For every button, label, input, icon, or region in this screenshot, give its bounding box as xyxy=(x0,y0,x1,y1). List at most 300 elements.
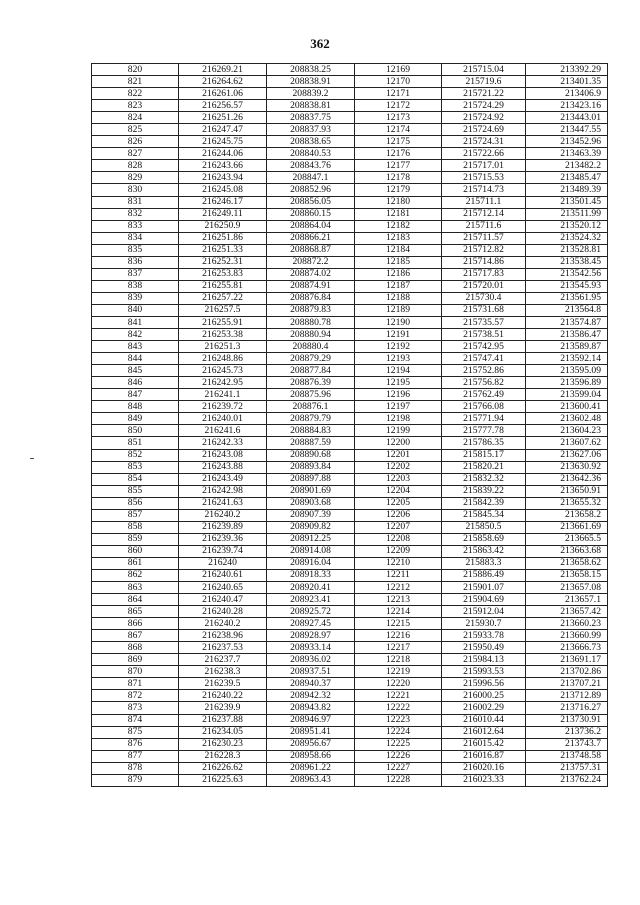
table-cell-y-coordinate: 208901.69 xyxy=(267,485,355,497)
table-cell-y-coordinate: 208897.88 xyxy=(267,473,355,485)
margin-mark xyxy=(30,458,34,459)
table-cell-y-coordinate: 213660.23 xyxy=(526,618,608,630)
table-cell-y-coordinate: 208918.33 xyxy=(267,569,355,581)
table-cell-x-coordinate: 216240.61 xyxy=(179,569,267,581)
table-cell-x-coordinate: 216239.74 xyxy=(179,545,267,557)
table-cell-y-coordinate: 208838.65 xyxy=(267,136,355,148)
table-cell-point-number: 846 xyxy=(92,377,179,389)
table-cell-point-number: 861 xyxy=(92,557,179,569)
table-cell-y-coordinate: 213423.16 xyxy=(526,100,608,112)
table-cell-y-coordinate: 208875.96 xyxy=(267,389,355,401)
table-cell-y-coordinate: 213658.62 xyxy=(526,557,608,569)
table-cell-point-number: 839 xyxy=(92,292,179,304)
table-cell-x-coordinate: 216015.42 xyxy=(442,738,526,750)
table-row xyxy=(92,726,608,738)
table-cell-x-coordinate: 216242.98 xyxy=(179,485,267,497)
table-cell-x-coordinate: 215762.49 xyxy=(442,389,526,401)
table-cell-x-coordinate: 215721.22 xyxy=(442,88,526,100)
table-row xyxy=(92,750,608,762)
table-cell-x-coordinate: 216234.05 xyxy=(179,726,267,738)
table-row xyxy=(92,365,608,377)
table-cell-point-number: 859 xyxy=(92,533,179,545)
table-cell-y-coordinate: 208838.81 xyxy=(267,100,355,112)
table-cell-point-number: 12175 xyxy=(355,136,442,148)
table-cell-y-coordinate: 213463.39 xyxy=(526,148,608,160)
table-row xyxy=(92,341,608,353)
table-row xyxy=(92,569,608,581)
table-cell-x-coordinate: 216256.57 xyxy=(179,100,267,112)
table-cell-y-coordinate: 213595.09 xyxy=(526,365,608,377)
table-row xyxy=(92,220,608,232)
table-cell-y-coordinate: 213630.92 xyxy=(526,461,608,473)
table-cell-point-number: 845 xyxy=(92,365,179,377)
table-row xyxy=(92,509,608,521)
table-cell-x-coordinate: 215735.57 xyxy=(442,316,526,328)
table-row xyxy=(92,353,608,365)
table-cell-point-number: 848 xyxy=(92,401,179,413)
table-cell-point-number: 838 xyxy=(92,280,179,292)
table-cell-y-coordinate: 213716.27 xyxy=(526,702,608,714)
table-row xyxy=(92,473,608,485)
table-cell-point-number: 862 xyxy=(92,569,179,581)
table-cell-point-number: 12228 xyxy=(355,774,442,786)
table-row xyxy=(92,196,608,208)
table-cell-y-coordinate: 208940.37 xyxy=(267,678,355,690)
table-cell-point-number: 879 xyxy=(92,774,179,786)
table-cell-point-number: 849 xyxy=(92,413,179,425)
table-row xyxy=(92,389,608,401)
table-row xyxy=(92,678,608,690)
table-cell-point-number: 12184 xyxy=(355,244,442,256)
table-cell-x-coordinate: 215747.41 xyxy=(442,353,526,365)
table-cell-y-coordinate: 208890.68 xyxy=(267,449,355,461)
table-cell-x-coordinate: 215715.53 xyxy=(442,172,526,184)
table-cell-point-number: 12190 xyxy=(355,316,442,328)
table-cell-x-coordinate: 216251.86 xyxy=(179,232,267,244)
table-cell-point-number: 12205 xyxy=(355,497,442,509)
table-cell-y-coordinate: 208860.15 xyxy=(267,208,355,220)
table-cell-x-coordinate: 216239.36 xyxy=(179,533,267,545)
table-cell-point-number: 822 xyxy=(92,88,179,100)
table-row xyxy=(92,136,608,148)
table-row xyxy=(92,582,608,594)
table-cell-y-coordinate: 208951.41 xyxy=(267,726,355,738)
coordinates-table xyxy=(91,63,608,787)
table-row xyxy=(92,208,608,220)
table-cell-x-coordinate: 215714.86 xyxy=(442,256,526,268)
table-cell-x-coordinate: 215730.4 xyxy=(442,292,526,304)
table-row xyxy=(92,557,608,569)
table-cell-y-coordinate: 213574.87 xyxy=(526,316,608,328)
table-cell-point-number: 12210 xyxy=(355,557,442,569)
table-cell-x-coordinate: 216253.83 xyxy=(179,268,267,280)
table-cell-x-coordinate: 215719.6 xyxy=(442,76,526,88)
table-cell-y-coordinate: 213501.45 xyxy=(526,196,608,208)
table-row xyxy=(92,76,608,88)
table-cell-x-coordinate: 215842.39 xyxy=(442,497,526,509)
table-cell-y-coordinate: 213712.89 xyxy=(526,690,608,702)
table-row xyxy=(92,316,608,328)
table-cell-point-number: 12206 xyxy=(355,509,442,521)
table-cell-point-number: 12195 xyxy=(355,377,442,389)
table-cell-x-coordinate: 216002.29 xyxy=(442,702,526,714)
table-cell-y-coordinate: 208914.08 xyxy=(267,545,355,557)
table-cell-x-coordinate: 216252.31 xyxy=(179,256,267,268)
table-cell-x-coordinate: 216269.21 xyxy=(179,64,267,76)
table-cell-y-coordinate: 213661.69 xyxy=(526,521,608,533)
table-cell-y-coordinate: 213602.48 xyxy=(526,413,608,425)
table-cell-x-coordinate: 215712.82 xyxy=(442,244,526,256)
table-cell-point-number: 12212 xyxy=(355,582,442,594)
table-cell-point-number: 866 xyxy=(92,618,179,630)
table-cell-point-number: 840 xyxy=(92,304,179,316)
table-cell-x-coordinate: 216237.53 xyxy=(179,642,267,654)
table-cell-x-coordinate: 216243.08 xyxy=(179,449,267,461)
table-cell-x-coordinate: 215711.57 xyxy=(442,232,526,244)
table-cell-point-number: 834 xyxy=(92,232,179,244)
table-cell-x-coordinate: 216245.75 xyxy=(179,136,267,148)
table-cell-x-coordinate: 216228.3 xyxy=(179,750,267,762)
table-cell-y-coordinate: 213655.32 xyxy=(526,497,608,509)
table-cell-x-coordinate: 216253.38 xyxy=(179,329,267,341)
table-cell-point-number: 12169 xyxy=(355,64,442,76)
table-cell-x-coordinate: 215717.83 xyxy=(442,268,526,280)
table-cell-y-coordinate: 208909.82 xyxy=(267,521,355,533)
table-cell-x-coordinate: 216244.06 xyxy=(179,148,267,160)
table-cell-y-coordinate: 208840.53 xyxy=(267,148,355,160)
table-cell-x-coordinate: 216251.3 xyxy=(179,341,267,353)
table-cell-x-coordinate: 216238.96 xyxy=(179,630,267,642)
table-cell-point-number: 872 xyxy=(92,690,179,702)
table-cell-x-coordinate: 215820.21 xyxy=(442,461,526,473)
table-cell-y-coordinate: 213642.36 xyxy=(526,473,608,485)
table-row xyxy=(92,124,608,136)
table-cell-point-number: 12187 xyxy=(355,280,442,292)
table-cell-point-number: 12221 xyxy=(355,690,442,702)
table-cell-point-number: 821 xyxy=(92,76,179,88)
table-row xyxy=(92,413,608,425)
table-cell-point-number: 12181 xyxy=(355,208,442,220)
table-cell-point-number: 843 xyxy=(92,341,179,353)
table-cell-y-coordinate: 213589.87 xyxy=(526,341,608,353)
table-row xyxy=(92,292,608,304)
table-cell-y-coordinate: 208946.97 xyxy=(267,714,355,726)
table-cell-y-coordinate: 208879.83 xyxy=(267,304,355,316)
table-cell-point-number: 869 xyxy=(92,654,179,666)
table-row xyxy=(92,425,608,437)
table-row xyxy=(92,148,608,160)
table-cell-point-number: 876 xyxy=(92,738,179,750)
table-cell-y-coordinate: 213392.29 xyxy=(526,64,608,76)
table-cell-point-number: 12216 xyxy=(355,630,442,642)
table-cell-point-number: 868 xyxy=(92,642,179,654)
table-cell-x-coordinate: 215731.68 xyxy=(442,304,526,316)
table-cell-x-coordinate: 216012.64 xyxy=(442,726,526,738)
table-cell-x-coordinate: 216241.6 xyxy=(179,425,267,437)
table-cell-point-number: 851 xyxy=(92,437,179,449)
table-cell-point-number: 841 xyxy=(92,316,179,328)
table-cell-y-coordinate: 208876.1 xyxy=(267,401,355,413)
table-cell-point-number: 837 xyxy=(92,268,179,280)
table-cell-x-coordinate: 216251.33 xyxy=(179,244,267,256)
table-cell-point-number: 12220 xyxy=(355,678,442,690)
table-cell-x-coordinate: 215845.34 xyxy=(442,509,526,521)
table-cell-x-coordinate: 216238.3 xyxy=(179,666,267,678)
table-cell-y-coordinate: 208838.91 xyxy=(267,76,355,88)
table-cell-x-coordinate: 215711.1 xyxy=(442,196,526,208)
table-cell-x-coordinate: 216241.1 xyxy=(179,389,267,401)
table-row xyxy=(92,497,608,509)
table-row xyxy=(92,232,608,244)
table-cell-y-coordinate: 213599.04 xyxy=(526,389,608,401)
table-cell-y-coordinate: 208884.83 xyxy=(267,425,355,437)
table-cell-x-coordinate: 215714.73 xyxy=(442,184,526,196)
table-cell-x-coordinate: 216255.91 xyxy=(179,316,267,328)
table-cell-x-coordinate: 216237.7 xyxy=(179,654,267,666)
table-cell-x-coordinate: 216255.81 xyxy=(179,280,267,292)
table-cell-point-number: 12204 xyxy=(355,485,442,497)
table-cell-point-number: 12214 xyxy=(355,606,442,618)
table-row xyxy=(92,88,608,100)
table-cell-y-coordinate: 213586.47 xyxy=(526,329,608,341)
table-cell-y-coordinate: 213657.08 xyxy=(526,582,608,594)
table-cell-point-number: 858 xyxy=(92,521,179,533)
table-row xyxy=(92,533,608,545)
table-cell-point-number: 12185 xyxy=(355,256,442,268)
table-cell-point-number: 12225 xyxy=(355,738,442,750)
table-cell-y-coordinate: 213545.93 xyxy=(526,280,608,292)
table-row xyxy=(92,401,608,413)
table-cell-point-number: 12178 xyxy=(355,172,442,184)
table-cell-x-coordinate: 215930.7 xyxy=(442,618,526,630)
table-cell-y-coordinate: 208876.39 xyxy=(267,377,355,389)
table-row xyxy=(92,618,608,630)
table-cell-x-coordinate: 215786.35 xyxy=(442,437,526,449)
table-cell-y-coordinate: 213762.24 xyxy=(526,774,608,786)
table-cell-y-coordinate: 213600.41 xyxy=(526,401,608,413)
table-row xyxy=(92,762,608,774)
table-cell-y-coordinate: 208843.76 xyxy=(267,160,355,172)
table-cell-y-coordinate: 208856.05 xyxy=(267,196,355,208)
table-cell-x-coordinate: 215766.08 xyxy=(442,401,526,413)
table-cell-y-coordinate: 213520.12 xyxy=(526,220,608,232)
table-cell-y-coordinate: 213665.5 xyxy=(526,533,608,545)
table-cell-x-coordinate: 215722.66 xyxy=(442,148,526,160)
table-cell-point-number: 12201 xyxy=(355,449,442,461)
table-cell-x-coordinate: 215711.6 xyxy=(442,220,526,232)
table-cell-point-number: 12176 xyxy=(355,148,442,160)
table-cell-x-coordinate: 216241.63 xyxy=(179,497,267,509)
page-number: 362 xyxy=(310,36,330,51)
table-cell-x-coordinate: 216240.2 xyxy=(179,618,267,630)
table-cell-y-coordinate: 208879.79 xyxy=(267,413,355,425)
table-cell-y-coordinate: 213663.68 xyxy=(526,545,608,557)
table-cell-x-coordinate: 216240.28 xyxy=(179,606,267,618)
table-cell-y-coordinate: 208864.04 xyxy=(267,220,355,232)
table-row xyxy=(92,268,608,280)
table-row xyxy=(92,642,608,654)
table-cell-x-coordinate: 216240 xyxy=(179,557,267,569)
table-cell-y-coordinate: 208838.25 xyxy=(267,64,355,76)
table-cell-point-number: 855 xyxy=(92,485,179,497)
table-cell-y-coordinate: 213627.06 xyxy=(526,449,608,461)
table-row xyxy=(92,714,608,726)
table-cell-point-number: 12180 xyxy=(355,196,442,208)
table-cell-point-number: 870 xyxy=(92,666,179,678)
table-cell-x-coordinate: 215777.78 xyxy=(442,425,526,437)
table-cell-point-number: 836 xyxy=(92,256,179,268)
table-cell-point-number: 873 xyxy=(92,702,179,714)
table-cell-x-coordinate: 215912.04 xyxy=(442,606,526,618)
table-cell-y-coordinate: 208958.66 xyxy=(267,750,355,762)
table-cell-x-coordinate: 215720.01 xyxy=(442,280,526,292)
table-cell-y-coordinate: 213757.31 xyxy=(526,762,608,774)
table-cell-point-number: 12179 xyxy=(355,184,442,196)
table-cell-x-coordinate: 216248.86 xyxy=(179,353,267,365)
table-row xyxy=(92,594,608,606)
table-cell-point-number: 12170 xyxy=(355,76,442,88)
table-cell-point-number: 12189 xyxy=(355,304,442,316)
table-cell-y-coordinate: 208880.78 xyxy=(267,316,355,328)
table-cell-x-coordinate: 215742.95 xyxy=(442,341,526,353)
table-cell-point-number: 874 xyxy=(92,714,179,726)
table-cell-y-coordinate: 208879.29 xyxy=(267,353,355,365)
table-cell-y-coordinate: 208927.45 xyxy=(267,618,355,630)
table-cell-x-coordinate: 216264.62 xyxy=(179,76,267,88)
table-cell-point-number: 852 xyxy=(92,449,179,461)
table-cell-y-coordinate: 208928.97 xyxy=(267,630,355,642)
table-cell-x-coordinate: 215850.5 xyxy=(442,521,526,533)
table-cell-point-number: 850 xyxy=(92,425,179,437)
table-cell-x-coordinate: 216251.26 xyxy=(179,112,267,124)
table-cell-x-coordinate: 216243.49 xyxy=(179,473,267,485)
table-cell-x-coordinate: 216245.08 xyxy=(179,184,267,196)
table-cell-point-number: 853 xyxy=(92,461,179,473)
table-row xyxy=(92,606,608,618)
table-cell-y-coordinate: 213736.2 xyxy=(526,726,608,738)
table-cell-y-coordinate: 208866.21 xyxy=(267,232,355,244)
table-cell-y-coordinate: 213660.99 xyxy=(526,630,608,642)
table-cell-point-number: 12186 xyxy=(355,268,442,280)
table-cell-x-coordinate: 216243.94 xyxy=(179,172,267,184)
table-row xyxy=(92,64,608,76)
table-cell-y-coordinate: 213658.2 xyxy=(526,509,608,521)
table-cell-x-coordinate: 216237.88 xyxy=(179,714,267,726)
table-cell-x-coordinate: 215993.53 xyxy=(442,666,526,678)
table-cell-point-number: 842 xyxy=(92,329,179,341)
table-cell-y-coordinate: 213447.55 xyxy=(526,124,608,136)
table-row xyxy=(92,485,608,497)
table-cell-point-number: 833 xyxy=(92,220,179,232)
table-row xyxy=(92,690,608,702)
table-cell-x-coordinate: 215933.78 xyxy=(442,630,526,642)
table-row xyxy=(92,738,608,750)
table-cell-y-coordinate: 208963.43 xyxy=(267,774,355,786)
table-cell-point-number: 835 xyxy=(92,244,179,256)
table-row xyxy=(92,654,608,666)
table-cell-x-coordinate: 215717.01 xyxy=(442,160,526,172)
table-cell-x-coordinate: 216246.17 xyxy=(179,196,267,208)
table-cell-y-coordinate: 208920.41 xyxy=(267,582,355,594)
table-cell-x-coordinate: 216230.23 xyxy=(179,738,267,750)
table-cell-y-coordinate: 213592.14 xyxy=(526,353,608,365)
table-row xyxy=(92,437,608,449)
table-cell-y-coordinate: 208907.39 xyxy=(267,509,355,521)
table-cell-x-coordinate: 216245.73 xyxy=(179,365,267,377)
table-cell-point-number: 12218 xyxy=(355,654,442,666)
table-cell-point-number: 12223 xyxy=(355,714,442,726)
table-cell-x-coordinate: 215984.13 xyxy=(442,654,526,666)
table-cell-point-number: 12222 xyxy=(355,702,442,714)
table-cell-point-number: 871 xyxy=(92,678,179,690)
table-cell-y-coordinate: 208933.14 xyxy=(267,642,355,654)
table-cell-point-number: 12183 xyxy=(355,232,442,244)
table-cell-x-coordinate: 215883.3 xyxy=(442,557,526,569)
table-row xyxy=(92,172,608,184)
table-cell-x-coordinate: 216023.33 xyxy=(442,774,526,786)
table-cell-y-coordinate: 213564.8 xyxy=(526,304,608,316)
table-cell-y-coordinate: 208877.84 xyxy=(267,365,355,377)
table-cell-point-number: 12171 xyxy=(355,88,442,100)
table-cell-y-coordinate: 213524.32 xyxy=(526,232,608,244)
table-cell-point-number: 867 xyxy=(92,630,179,642)
table-cell-y-coordinate: 213489.39 xyxy=(526,184,608,196)
table-cell-point-number: 856 xyxy=(92,497,179,509)
table-cell-x-coordinate: 216226.62 xyxy=(179,762,267,774)
table-cell-y-coordinate: 208893.84 xyxy=(267,461,355,473)
table-cell-point-number: 857 xyxy=(92,509,179,521)
table-cell-point-number: 12172 xyxy=(355,100,442,112)
table-cell-point-number: 824 xyxy=(92,112,179,124)
table-cell-point-number: 12182 xyxy=(355,220,442,232)
table-row xyxy=(92,244,608,256)
table-cell-x-coordinate: 215724.29 xyxy=(442,100,526,112)
table-cell-point-number: 12227 xyxy=(355,762,442,774)
table-cell-x-coordinate: 215996.56 xyxy=(442,678,526,690)
table-cell-x-coordinate: 215839.22 xyxy=(442,485,526,497)
table-cell-x-coordinate: 216249.11 xyxy=(179,208,267,220)
table-cell-x-coordinate: 215771.94 xyxy=(442,413,526,425)
table-cell-y-coordinate: 208961.22 xyxy=(267,762,355,774)
table-cell-x-coordinate: 216240.01 xyxy=(179,413,267,425)
table-cell-x-coordinate: 216225.63 xyxy=(179,774,267,786)
table-cell-point-number: 12177 xyxy=(355,160,442,172)
table-cell-y-coordinate: 208943.82 xyxy=(267,702,355,714)
table-cell-y-coordinate: 208916.04 xyxy=(267,557,355,569)
table-cell-point-number: 12207 xyxy=(355,521,442,533)
table-cell-point-number: 12193 xyxy=(355,353,442,365)
table-cell-x-coordinate: 215863.42 xyxy=(442,545,526,557)
table-cell-x-coordinate: 216247.47 xyxy=(179,124,267,136)
table-cell-point-number: 854 xyxy=(92,473,179,485)
table-cell-point-number: 829 xyxy=(92,172,179,184)
table-cell-point-number: 827 xyxy=(92,148,179,160)
table-row xyxy=(92,184,608,196)
table-row xyxy=(92,521,608,533)
table-row xyxy=(92,702,608,714)
table-cell-y-coordinate: 213542.56 xyxy=(526,268,608,280)
table-cell-point-number: 12208 xyxy=(355,533,442,545)
table-cell-point-number: 12188 xyxy=(355,292,442,304)
table-row xyxy=(92,280,608,292)
table-cell-y-coordinate: 208942.32 xyxy=(267,690,355,702)
table-cell-y-coordinate: 208936.02 xyxy=(267,654,355,666)
table-cell-point-number: 828 xyxy=(92,160,179,172)
table-cell-point-number: 12213 xyxy=(355,594,442,606)
table-cell-point-number: 844 xyxy=(92,353,179,365)
table-cell-y-coordinate: 213482.2 xyxy=(526,160,608,172)
table-cell-y-coordinate: 213650.91 xyxy=(526,485,608,497)
